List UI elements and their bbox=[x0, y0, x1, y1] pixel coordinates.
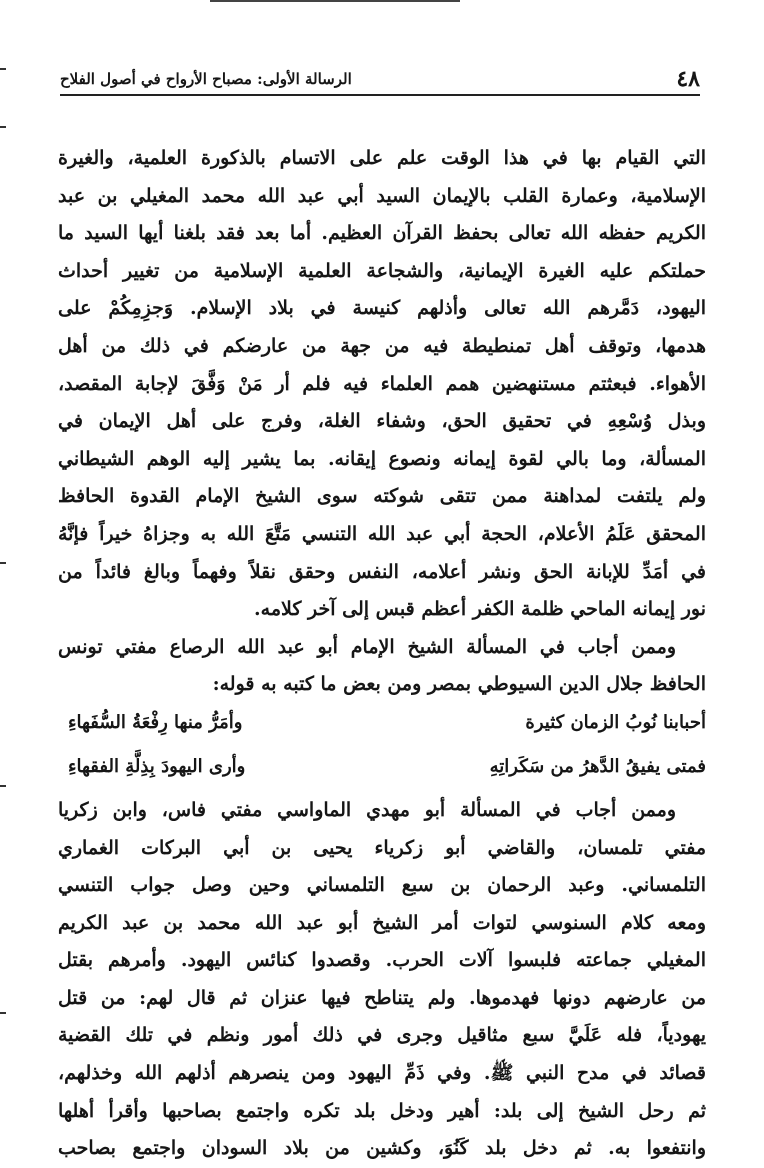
text-line: يهودياً، فله عَلَيَّ سبع مثاقيل وجرى في ذلك أمور ونظم في تلك القضية bbox=[58, 1024, 706, 1047]
text-line: وانتفعوا به. ثم دخل بلد كَنُوَ، وكشين من بلاد السودان واجتمع بصاحب bbox=[58, 1137, 706, 1160]
text-line: نور إيمانه الماحي ظلمة الكفر أعظم قبس إلى آخر كلامه. bbox=[254, 598, 706, 621]
text-line: وبذل وُسْعِهِ في تحقيق الحق، وشفاء الغلة، وفرج على أهل الإيمان في bbox=[58, 410, 706, 433]
text-line: وممن أجاب في المسألة الشيخ الإمام أبو عبد الله الرصاع مفتي تونس bbox=[58, 635, 676, 658]
margin-tick bbox=[0, 1012, 6, 1014]
margin-tick bbox=[0, 126, 6, 128]
text-line: من عارضهم دونها فهدموها. ولم يتناطح فيها عنزان ثم قال لهم: من قتل bbox=[58, 986, 706, 1009]
margin-tick bbox=[0, 68, 6, 70]
text-line: المسألة، وما بالي لقوة إيمانه ونصوع إيقانه. بما يشير إليه الوهم الشيطاني bbox=[58, 447, 706, 470]
text-line: ومعه كلام السنوسي لتوات أمر الشيخ أبو عبد الله محمد بن عبد الكريم bbox=[58, 911, 706, 934]
text-line: المحقق عَلَمُ الأعلام، الحجة أبي عبد الله التنسي مَتَّعَ الله به وجزاهُ خيراً فإنَّهُ bbox=[58, 522, 706, 545]
poem-second-hemistich: وأمَرُّ منها رِفْعَةُ السُّفَهاءِ bbox=[68, 711, 243, 733]
header-rule bbox=[60, 94, 700, 96]
text-line: ثم رحل الشيخ إلى بلد: أهير ودخل بلد تكره واجتمع بصاحبها وأقرأ أهلها bbox=[58, 1099, 706, 1122]
text-line: وممن أجاب في المسألة أبو مهدي الماواسي مفتي فاس، وابن زكريا bbox=[58, 798, 676, 821]
running-title: الرسالة الأولى: مصباح الأرواح في أصول الفلاح bbox=[60, 70, 352, 88]
main-text bbox=[58, 140, 706, 1168]
text-line: هدمها، وتوقف أهل تمنطيطة فيه من جهة من عارضكم في ذلك من أهل bbox=[58, 334, 706, 357]
poem-first-hemistich: أحبابنا نُوبُ الزمان كثيرة bbox=[525, 711, 706, 733]
text-line: التلمساني. وعبد الرحمان بن سبع التلمساني وحين وصل جواب التنسي bbox=[58, 874, 706, 897]
text-line: قصائد في مدح النبي ﷺ. وفي ذَمِّ اليهود ومن ينصرهم أذلهم الله وخذلهم، bbox=[58, 1062, 706, 1085]
margin-tick bbox=[0, 785, 6, 787]
page-header bbox=[60, 66, 700, 94]
top-edge-rule bbox=[210, 0, 460, 2]
text-line: الإسلامية، وعمارة القلب بالإيمان السيد أبي عبد الله محمد المغيلي بن عبد bbox=[58, 184, 706, 207]
text-line: الكريم حفظه الله تعالى بحفظ القرآن العظيم. أما بعد فقد بلغنا أيها السيد ما bbox=[58, 222, 706, 245]
text-line: ولم يلتفت لمداهنة ممن تتقى شوكته سوى الشيخ الإمام القدوة الحافظ bbox=[58, 485, 706, 508]
text-line: الحافظ جلال الدين السيوطي بمصر ومن بعض ما كتبه به قوله: bbox=[212, 673, 706, 696]
text-line: اليهود، دَمَّرهم الله تعالى وأذلهم كنيسة في بلاد الإسلام. وَجزِمِكُمْ على bbox=[58, 297, 706, 320]
poem-verse bbox=[58, 748, 706, 792]
text-line: المغيلي جماعته فلبسوا آلات الحرب. وقصدوا كنائس اليهود. وأمرهم بقتل bbox=[58, 949, 706, 972]
text-line: حملتكم عليه الغيرة الإيمانية، والشجاعة العلمية الإسلامية من تغيير أحداث bbox=[58, 259, 706, 282]
page-number: ٤٨ bbox=[676, 66, 700, 92]
poem-first-hemistich: فمتى يفيقُ الدَّهرُ من سَكَراتِهِ bbox=[489, 755, 706, 777]
text-line: التي القيام بها في هذا الوقت علم على الاتسام بالذكورة العلمية، والغيرة bbox=[58, 147, 706, 169]
text-line: في أمَدِّ للإبانة الحق ونشر أعلامه، النفس وحقق نقلاً وفهماً وبالغ فائداً من bbox=[58, 560, 706, 583]
margin-tick bbox=[0, 562, 6, 564]
text-line: الأهواء. فبعثتم مستنهضين همم العلماء فيه فلم أر مَنْ وَفَّقَ لإجابة المقصد، bbox=[58, 372, 706, 395]
poem-second-hemistich: وأرى اليهودَ بِذِلَّةِ الفقهاءِ bbox=[68, 755, 246, 777]
text-line: مفتي تلمسان، والقاضي أبو زكرياء يحيى بن أبي البركات الغماري bbox=[58, 836, 706, 859]
poem-verse bbox=[58, 704, 706, 748]
